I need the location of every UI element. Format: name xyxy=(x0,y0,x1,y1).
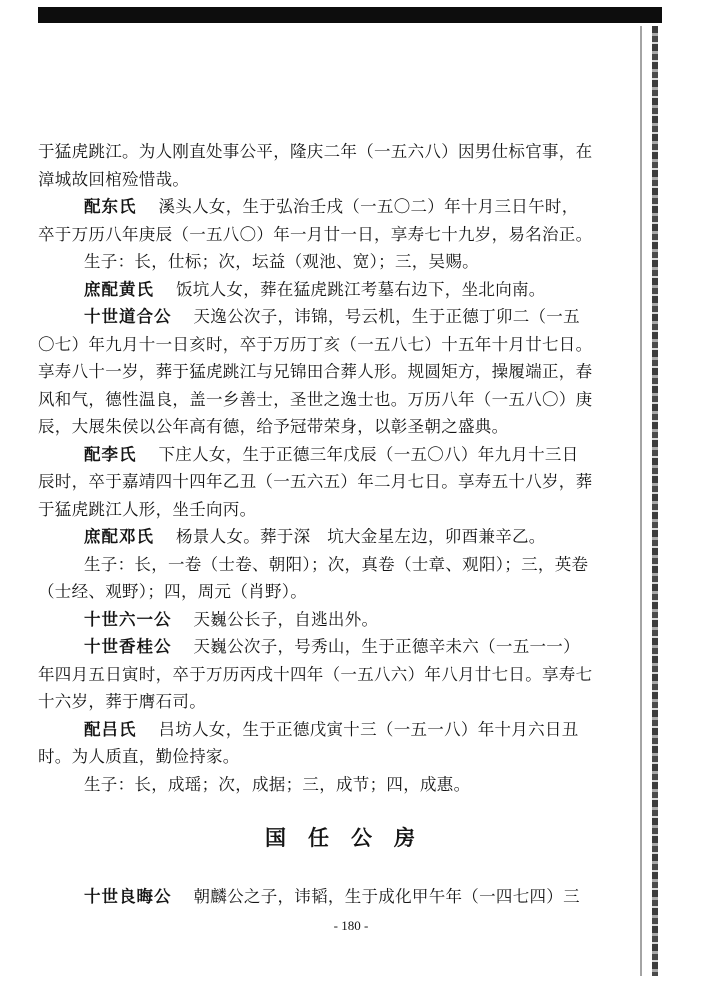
text-line xyxy=(38,303,614,331)
text-line xyxy=(38,441,614,469)
entry-text: 于猛虎跳江人形，坐壬向丙。 xyxy=(38,499,257,519)
text-line xyxy=(38,496,614,524)
entry-text: 生子：长，一卷（士卷、朝阳）；次，真卷（士章、观阳）；三，英卷 xyxy=(84,554,589,574)
text-line xyxy=(38,468,614,496)
text-line xyxy=(38,221,614,249)
entry-text: （士经、观野）；四，周元（肖野）。 xyxy=(38,582,308,601)
entry-text: 时。为人质直，勤俭持家。 xyxy=(38,747,240,766)
text-line xyxy=(38,276,614,304)
entry-name: 配东氏 xyxy=(84,197,137,216)
entry-name: 配吕氏 xyxy=(84,719,137,739)
text-line xyxy=(38,413,614,441)
text-line xyxy=(38,523,614,551)
text-line xyxy=(38,771,614,799)
entry-text: 天逸公次子，讳锦，号云机，生于正德丁卯二（一五 xyxy=(193,307,580,326)
genealogy-entry-last xyxy=(84,883,580,907)
section-heading: 国任公房 xyxy=(265,825,437,850)
entry-text: 朝麟公之子，讳韬，生于成化甲午年（一四七四）三 xyxy=(193,887,580,906)
entry-text: 生子：长，仕标；次，坛益（观池、宽）；三，吴赐。 xyxy=(84,252,479,271)
top-scan-border xyxy=(38,7,662,23)
entry-name: 十世良晦公 xyxy=(84,887,172,906)
entry-name: 十世道合公 xyxy=(84,307,172,326)
text-line xyxy=(38,331,614,359)
genealogy-body-text xyxy=(38,138,614,798)
entry-text: 天巍公次子，号秀山，生于正德辛未六（一五一一） xyxy=(193,637,580,656)
entry-text: 杨景人女。葬于深 坑大金星左边，卯酉兼辛乙。 xyxy=(176,527,546,546)
text-line xyxy=(38,138,614,166)
entry-text: 溪头人女，生于弘治壬戌（一五〇二）年十月三日午时， xyxy=(158,197,579,216)
text-line xyxy=(38,743,614,771)
text-line xyxy=(38,248,614,276)
text-line xyxy=(38,166,614,194)
entry-text: 〇七）年九月十一日亥时，卒于万历丁亥（一五八七）十五年十月廿七日。 xyxy=(38,334,593,354)
entry-name: 十世香桂公 xyxy=(84,637,172,656)
text-line xyxy=(38,716,614,744)
entry-name: 配李氏 xyxy=(84,444,137,464)
text-line xyxy=(38,661,614,689)
entry-text: 吕坊人女，生于正德戊寅十三（一五一八）年十月六日丑 xyxy=(158,719,579,739)
entry-text: 生子：长，成瑶；次，成据；三，成节；四，成惠。 xyxy=(84,774,471,794)
entry-name: 庶配邓氏 xyxy=(84,527,154,546)
page-number: - 180 - xyxy=(333,918,369,933)
entry-text: 风和气，德性温良，盖一乡善士，圣世之逸士也。万历八年（一五八〇）庚 xyxy=(38,389,593,409)
entry-name: 庶配黄氏 xyxy=(84,279,154,299)
text-line xyxy=(38,358,614,386)
text-line xyxy=(38,386,614,414)
entry-text: 于猛虎跳江。为人刚直处事公平，隆庆二年（一五六八）因男仕标官事，在 xyxy=(38,142,593,161)
text-line xyxy=(38,578,614,606)
text-line xyxy=(38,633,614,661)
entry-text: 漳城故回棺殓惜哉。 xyxy=(38,169,190,189)
entry-text: 下庄人女，生于正德三年戊辰（一五〇八）年九月十三日 xyxy=(158,444,579,464)
entry-text: 享寿八十一岁，葬于猛虎跳江与兄锦田合葬人形。规圆矩方，操履端正，春 xyxy=(38,362,593,381)
entry-text: 卒于万历八年庚辰（一五八〇）年一月廿一日，享寿七十九岁，易名治正。 xyxy=(38,224,593,244)
entry-text: 饭坑人女，葬在猛虎跳江考墓右边下，坐北向南。 xyxy=(176,279,546,299)
entry-text: 辰，大展朱侯以公年高有德，给予冠带荣身，以彰圣朝之盛典。 xyxy=(38,417,509,436)
text-line xyxy=(38,551,614,579)
entry-text: 天巍公长子，自逃出外。 xyxy=(193,609,379,629)
text-line xyxy=(38,606,614,634)
text-line xyxy=(38,688,614,716)
entry-text: 年四月五日寅时，卒于万历丙戌十四年（一五八六）年八月廿七日。享寿七 xyxy=(38,664,593,684)
entry-name: 十世六一公 xyxy=(84,609,172,629)
entry-text: 十六岁，葬于膺石司。 xyxy=(38,692,206,711)
text-line xyxy=(38,193,614,221)
entry-text: 辰时，卒于嘉靖四十四年乙丑（一五六五）年二月七日。享寿五十八岁，葬 xyxy=(38,472,593,491)
